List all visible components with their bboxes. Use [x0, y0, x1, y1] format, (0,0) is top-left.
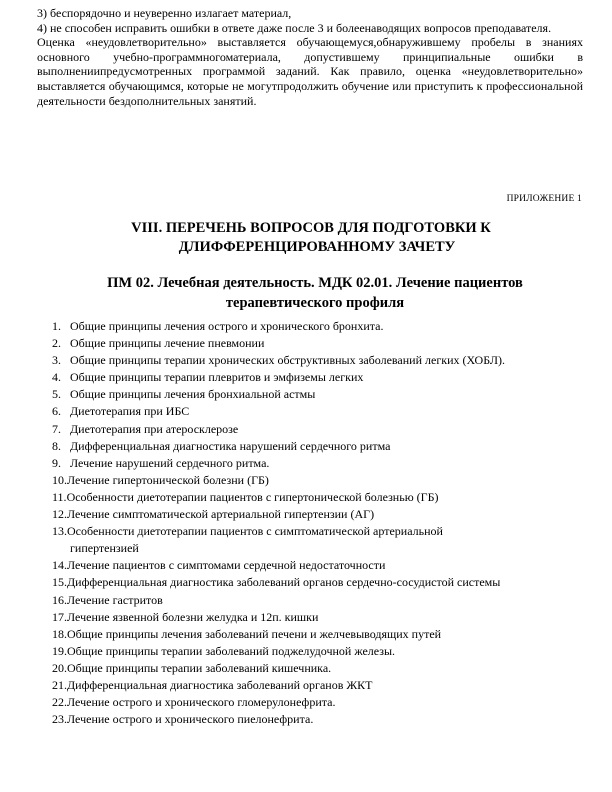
list-item-number: 9. — [52, 455, 61, 470]
list-item-text: Лечение симптоматической артериальной гипертензии (АГ) — [67, 507, 375, 522]
list-item-number: 6. — [52, 404, 61, 419]
section-title-line-2: ДЛИФФЕРЕНЦИРОВАННОМУ ЗАЧЕТУ — [178, 239, 456, 255]
list-item-number: 12. — [52, 507, 67, 522]
list-item-text: Общие принципы терапии хронических обструктивных заболеваний легких (ХОБЛ). — [70, 353, 505, 368]
list-item-text: Дифференциальная диагностика нарушений сердечного ритма — [70, 438, 391, 453]
list-item-text: Диетотерапия при атеросклерозе — [70, 421, 239, 436]
list-item — [52, 711, 592, 728]
section-title — [0, 219, 612, 257]
list-item-number: 7. — [52, 421, 61, 436]
list-item-number: 10. — [52, 472, 67, 487]
question-list — [52, 318, 592, 728]
list-item-text: Общие принципы лечение пневмонии — [70, 336, 265, 351]
list-item-number: 3. — [52, 353, 61, 368]
list-item — [52, 592, 592, 609]
list-item-text: Дифференциальная диагностика заболеваний органов сердечно-сосудистой системы — [67, 575, 501, 590]
list-item — [52, 643, 592, 660]
list-item-number: 19. — [52, 643, 67, 658]
list-item-number: 13. — [52, 524, 67, 539]
list-item-number: 17. — [52, 609, 67, 624]
list-item-text: Лечение гипертонической болезни (ГБ) — [67, 472, 269, 487]
list-item-text: Лечение гастритов — [67, 592, 163, 607]
list-item-text: Дифференциальная диагностика заболеваний органов ЖКТ — [67, 677, 373, 692]
list-item — [52, 403, 592, 420]
list-item-text: Общие принципы терапии заболеваний поджелудочной железы. — [67, 643, 396, 658]
list-item — [52, 677, 592, 694]
list-item-number: 4. — [52, 370, 61, 385]
list-item — [52, 489, 592, 506]
list-item — [52, 626, 592, 643]
list-item — [52, 318, 592, 335]
list-item-number: 8. — [52, 438, 61, 453]
list-item-text: Особенности диетотерапии пациентов с гипертонической болезнью (ГБ) — [66, 489, 439, 504]
list-item-text: Лечение острого и хронического гломерулонефрита. — [67, 695, 336, 710]
intro-paragraph-2: 4) не способен исправить ошибки в ответе даже после 3 и болеенаводящих вопросов преподавателя. — [37, 20, 552, 35]
list-item-text: Общие принципы лечения бронхиальной астмы — [70, 387, 316, 402]
list-item-number: 5. — [52, 387, 61, 402]
list-item — [52, 369, 592, 386]
intro-paragraph-1: 3) беспорядочно и неуверенно излагает материал, — [37, 6, 292, 20]
list-item — [52, 352, 592, 369]
appendix-label: ПРИЛОЖЕНИЕ 1 — [506, 194, 582, 204]
list-item-number: 2. — [52, 336, 61, 351]
list-item-number: 20. — [52, 660, 67, 675]
list-item-number: 1. — [52, 319, 61, 333]
list-item-text: Лечение пациентов с симптомами сердечной недостаточности — [67, 558, 386, 573]
list-item — [52, 472, 592, 489]
list-item-number: 23. — [52, 712, 67, 727]
list-item — [52, 335, 592, 352]
list-item-number: 18. — [52, 626, 67, 641]
list-item-text: Особенности диетотерапии пациентов с симптоматической артериальной — [67, 524, 443, 539]
list-item-text: Лечение острого и хронического пиелонефрита. — [67, 712, 314, 727]
list-item — [52, 523, 592, 557]
list-item — [52, 421, 592, 438]
list-item — [52, 438, 592, 455]
list-item-text: Лечение нарушений сердечного ритма. — [70, 455, 270, 470]
list-item-number: 11. — [52, 489, 67, 504]
list-item — [52, 557, 592, 574]
module-title-line-2: терапевтического профиля — [225, 294, 405, 311]
list-item-text: Общие принципы терапии заболеваний кишечника. — [67, 660, 332, 675]
list-item-number: 14. — [52, 558, 67, 573]
intro-text-block — [37, 6, 583, 108]
list-item — [52, 609, 592, 626]
list-item — [52, 506, 592, 523]
list-item-number: 15. — [52, 575, 67, 590]
list-item — [52, 455, 592, 472]
list-item-text: Общие принципы терапии плевритов и эмфиземы легких — [70, 370, 364, 385]
list-item-number: 21. — [52, 677, 67, 692]
list-item-text: Лечение язвенной болезни желудка и 12п. кишки — [67, 609, 319, 624]
list-item-text: Общие принципы лечения острого и хронического бронхита. — [70, 319, 384, 333]
list-item-text-continuation: гипертензией — [70, 541, 139, 556]
list-item — [52, 386, 592, 403]
section-title-line-1: VIII. ПЕРЕЧЕНЬ ВОПРОСОВ ДЛЯ ПОДГОТОВКИ К — [131, 220, 491, 236]
list-item-text: Диетотерапия при ИБС — [70, 404, 190, 419]
list-item-number: 22. — [52, 695, 67, 710]
intro-paragraph-3: Оценка «неудовлетворительно» выставляется обучающемуся,обнаружившему пробелы в знаниях основного учебно-программногоматериала, допустившему принципиальные ошибки в выполнениипредусмотренных программой заданий. Как правило, оценка «неудовлетворительно» выставляется обучающимся, которые не могутпродолжить обучение или приступить к профессиональной деятельности бездополнительных занятий. — [37, 35, 583, 108]
list-item-text: Общие принципы лечения заболеваний печени и желчевыводящих путей — [67, 626, 442, 641]
list-item — [52, 574, 592, 591]
list-item-number: 16. — [52, 592, 67, 607]
module-title — [0, 274, 612, 313]
list-item — [52, 660, 592, 677]
list-item — [52, 694, 592, 711]
module-title-line-1: ПМ 02. Лечебная деятельность. МДК 02.01. Лечение пациентов — [107, 275, 523, 291]
